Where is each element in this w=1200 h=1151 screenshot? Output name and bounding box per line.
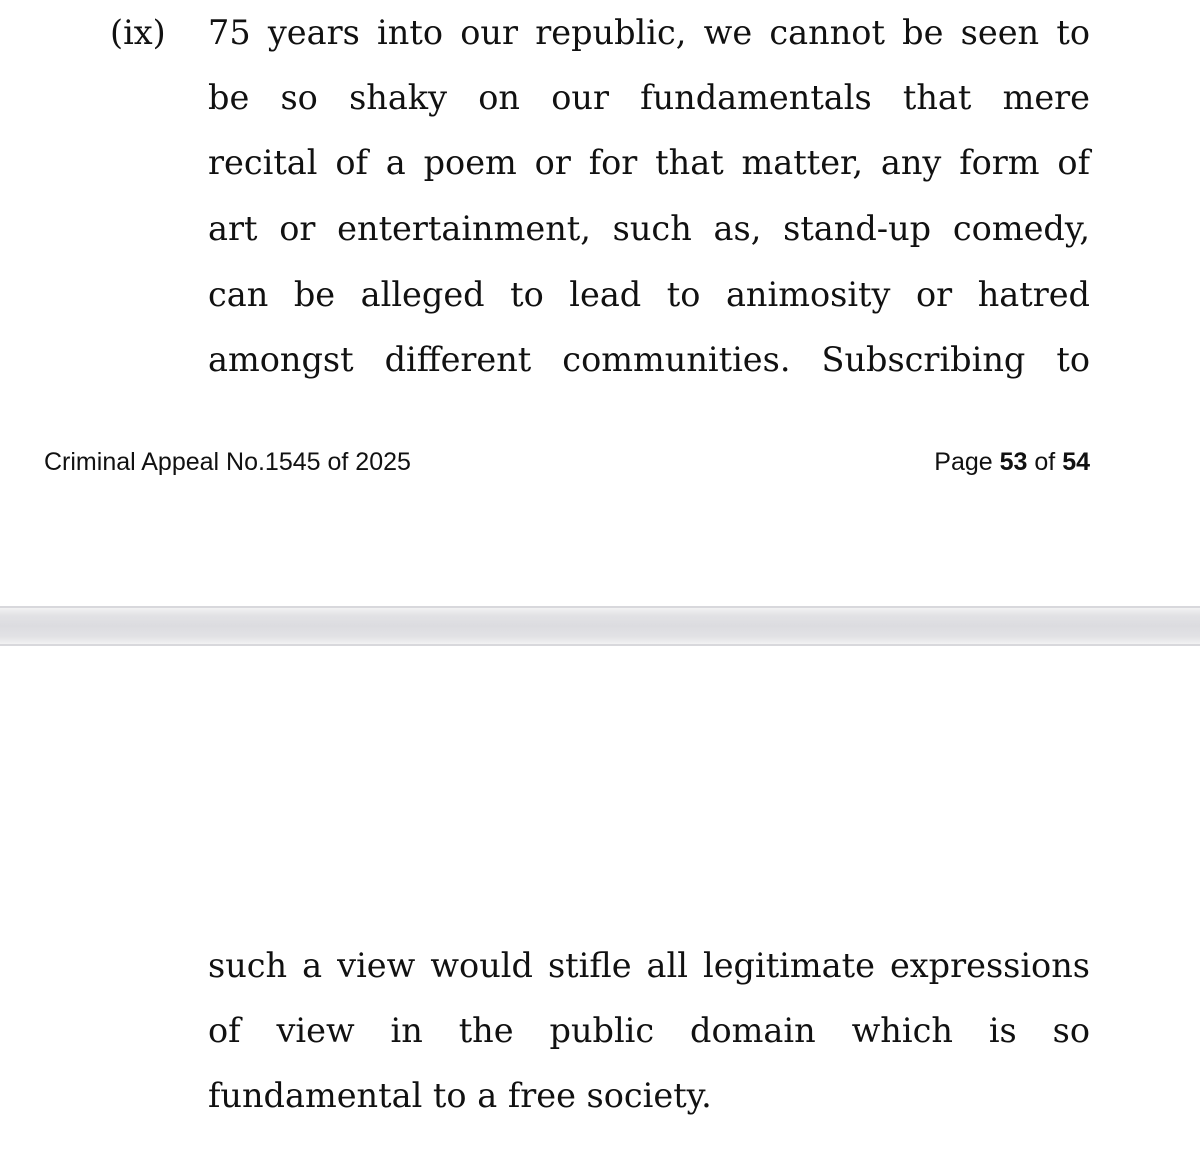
text-line-8: of view in the public domain which is so bbox=[208, 1011, 1090, 1050]
document-page-54 bbox=[0, 646, 1200, 1151]
text-line-4: art or entertainment, such as, stand-up comedy, bbox=[208, 209, 1090, 248]
page-word: Page bbox=[934, 448, 993, 476]
paragraph-marker: (ix) bbox=[110, 13, 166, 52]
text-line-2: be so shaky on our fundamentals that mere bbox=[208, 78, 1090, 117]
text-line-5: can be alleged to lead to animosity or hatred bbox=[208, 275, 1090, 314]
text-line-7: such a view would stifle all legitimate expressions bbox=[208, 946, 1090, 985]
page-current: 53 bbox=[999, 448, 1028, 476]
of-word: of bbox=[1034, 448, 1056, 476]
text-line-1: 75 years into our republic, we cannot be seen to bbox=[208, 13, 1090, 52]
page-separator bbox=[0, 606, 1200, 646]
text-line-3: recital of a poem or for that matter, any form of bbox=[208, 143, 1090, 182]
page-total: 54 bbox=[1062, 448, 1090, 476]
footer-case-number: Criminal Appeal No.1545 of 2025 bbox=[44, 448, 411, 476]
text-line-9: fundamental to a free society. bbox=[208, 1076, 712, 1115]
text-line-6: amongst different communities. Subscribing to bbox=[208, 340, 1090, 379]
footer-page-number bbox=[934, 444, 1090, 480]
